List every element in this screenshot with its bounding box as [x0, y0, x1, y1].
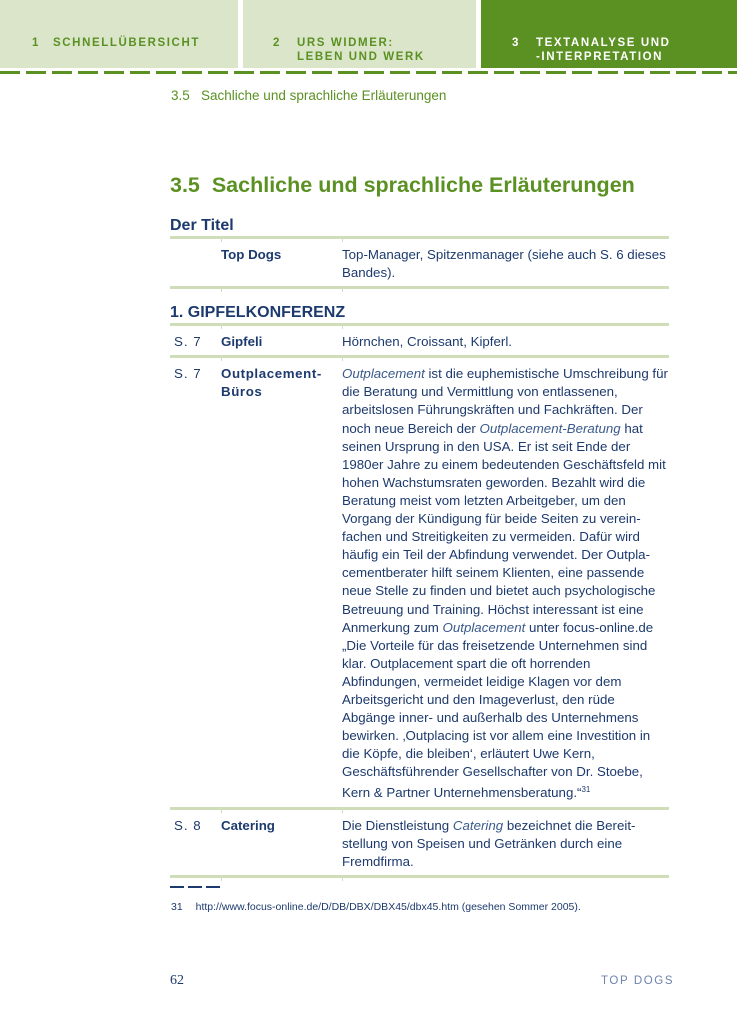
table-rule	[170, 355, 669, 358]
table-row	[170, 239, 669, 286]
definition-text: bezeichnet die Bereitstellung von Speisen und Getränken durch eine Fremdfirma.	[342, 817, 636, 869]
tab-label-line1: URS WIDMER:	[297, 37, 394, 49]
table-rule	[170, 236, 669, 239]
header-dashed-divider	[0, 71, 737, 74]
footnote-divider	[170, 886, 220, 888]
tab-label	[297, 36, 425, 64]
table-rule	[170, 807, 669, 810]
page-ref: S. 7	[174, 366, 202, 382]
footnote-text[interactable]: http://www.focus-online.de/D/DB/DBX/DBX45/dbx45.htm (gesehen Sommer 2005).	[195, 901, 581, 913]
term: Gipfeli	[221, 334, 263, 350]
tab-label-line2: -INTERPRETATION	[536, 51, 664, 63]
group-heading-der-titel: Der Titel	[170, 217, 234, 234]
definition	[342, 365, 669, 802]
italic-term: Catering	[452, 817, 504, 833]
term: Outplacement-Büros	[221, 366, 322, 400]
definition-text: ist die euphemistische Umschreibung für die Beratung und Vermittlung von entlassenen, arbeitslosen Führungskräften und Fachkräften. Der noch neue Bereich der	[342, 366, 668, 436]
chapter-tabs	[0, 0, 737, 68]
page-number: 62	[170, 973, 184, 988]
tab-textanalyse[interactable]	[481, 0, 737, 68]
tab-number: 2	[273, 37, 281, 49]
footnote	[171, 901, 581, 913]
footnote-ref[interactable]: 31	[581, 785, 591, 795]
italic-term: Outplacement	[442, 619, 526, 635]
tab-label-line1: TEXTANALYSE UND	[536, 37, 671, 49]
definition-text: Die Dienstleistung	[342, 817, 453, 833]
tab-label: SCHNELLÜBERSICHT	[53, 37, 200, 49]
tab-schnelluebersicht[interactable]	[0, 0, 238, 68]
definition-text: hat seinen Ursprung in den USA. Er ist seit Ende der 1980er Jahre zu einem bedeutenden Geschäftsfeld mit hohen Wachstumsraten geworden. Bezahlt wird die Beratung meist vom letzten Arbeitgeber, um den Vorgang der Kündigung für beide Seiten zu vereinfachen und Streitigkeiten zu vermeiden. Dafür wird häufig ein Teil der Abfindung verwendet. Der Outplacementberater hilft seinem Klienten, eine passende neue Stelle zu finden und bietet auch psychologische Betreuung und Training. Höchst interessant ist eine Anmerkung zum	[342, 420, 666, 635]
table-rule	[170, 875, 669, 878]
definition: Hörnchen, Croissant, Kipferl.	[342, 334, 512, 350]
tab-number: 3	[512, 37, 520, 49]
term: Top Dogs	[221, 247, 282, 262]
glossary	[170, 215, 669, 878]
table-rule	[170, 323, 669, 326]
footnote-number: 31	[171, 901, 183, 913]
page-ref	[170, 246, 221, 282]
term: Catering	[221, 817, 275, 833]
running-head: 3.5 Sachliche und sprachliche Erläuterungen	[171, 88, 447, 103]
italic-term: Outplacement-Beratung	[479, 420, 621, 436]
italic-term: Outplacement	[342, 366, 425, 382]
page-ref: S. 8	[174, 817, 202, 833]
group-heading-gipfelkonferenz: 1. GIPFELKONFERENZ	[170, 304, 346, 322]
table-row	[170, 358, 669, 806]
tab-number: 1	[32, 37, 40, 49]
table-rule	[170, 286, 669, 289]
tab-label	[536, 36, 671, 64]
definition: Top-Manager, Spitzenmanager (siehe auch S. 6 dieses Bandes).	[342, 247, 666, 281]
table-row	[170, 810, 669, 875]
page-ref: S. 7	[174, 334, 202, 350]
section-title: 3.5 Sachliche und sprachliche Erläuterungen	[170, 173, 635, 197]
book-title: TOP DOGS	[601, 975, 675, 987]
definition	[342, 817, 669, 871]
table-row	[170, 326, 669, 355]
tab-urs-widmer[interactable]	[243, 0, 476, 68]
tab-label-line2: LEBEN UND WERK	[297, 51, 425, 63]
definition-text: unter focus-online.de „Die Vorteile für das freisetzende Unternehmen sind klar. Outplacement spart die oft horrenden Abfindungen, vermeidet leidige Klagen vor dem Arbeitsgericht und den Imageverlust, den rüde Abgänge inner- und außerhalb des Unternehmens bewirken. ‚Outplacing ist vor allem eine Investition in die Köpfe, die bleiben‘, erläutert Uwe Kern, Geschäftsführender Gesellschafter von Dr. Stoebe, Kern & Partner Unternehmensberatung.“	[342, 619, 654, 801]
